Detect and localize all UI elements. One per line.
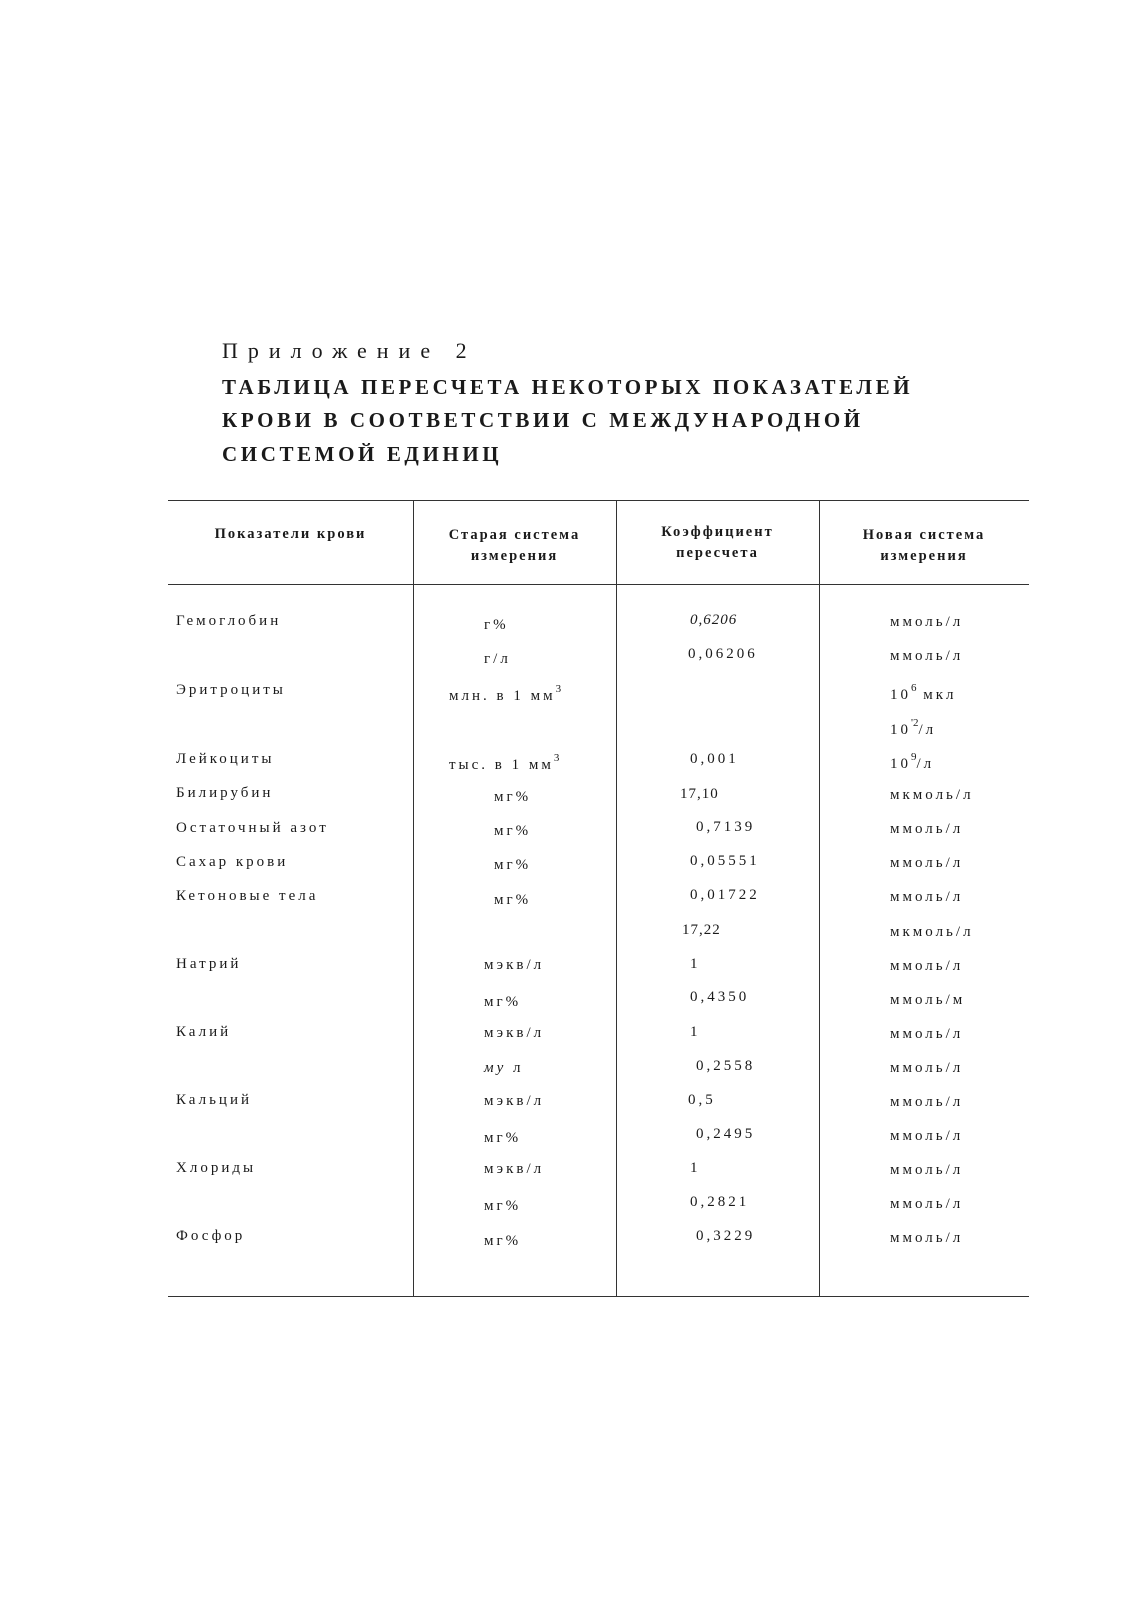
- new-unit-cell: ммоль/л: [890, 1026, 964, 1042]
- new-unit-cell: ммоль/л: [890, 855, 964, 871]
- row-name: Остаточный азот: [176, 820, 329, 836]
- new-unit-cell: ммоль/л: [890, 958, 964, 974]
- coefficient-cell: 17,22: [682, 922, 721, 938]
- new-unit-cell: ммоль/л: [890, 1128, 964, 1144]
- table-title-line-1: ТАБЛИЦА ПЕРЕСЧЕТА НЕКОТОРЫХ ПОКАЗАТЕЛЕЙ: [222, 375, 914, 399]
- old-unit-cell: мг%: [494, 857, 532, 873]
- new-unit-cell: мкмоль/л: [890, 787, 974, 803]
- row-name: Сахар крови: [176, 854, 289, 870]
- table-bottom-rule: [168, 1296, 1029, 1297]
- new-unit-cell: ммоль/л: [890, 1094, 964, 1110]
- column-divider-2: [616, 500, 617, 1296]
- old-unit-cell: мг%: [494, 789, 532, 805]
- new-unit-cell: $10^9/л$: [890, 751, 935, 772]
- coefficient-cell: 0,05551: [690, 853, 760, 869]
- coefficient-cell: 0,2558: [696, 1058, 756, 1074]
- old-unit-cell: му л: [484, 1060, 524, 1076]
- coefficient-cell: 0,01722: [690, 887, 760, 903]
- table-top-rule: [168, 500, 1029, 501]
- appendix-label: Приложение 2: [222, 338, 477, 363]
- old-unit-cell: тыс. в 1 $мм^3$: [449, 752, 560, 773]
- coefficient-cell: 1: [690, 1024, 701, 1040]
- old-unit-cell: мэкв/л: [484, 1025, 545, 1041]
- old-unit-cell: мг%: [484, 1130, 522, 1146]
- new-unit-cell: ммоль/л: [890, 1060, 964, 1076]
- row-name: Хлориды: [176, 1160, 257, 1176]
- row-name: Лейкоциты: [176, 751, 275, 767]
- new-unit-cell: ммоль/л: [890, 1162, 964, 1178]
- header-new-system: Новая система измерения: [862, 527, 986, 564]
- new-unit-cell: ммоль/л: [890, 1230, 964, 1246]
- coefficient-cell: 0,3229: [696, 1228, 756, 1244]
- new-unit-cell: ммоль/л: [890, 821, 964, 837]
- coefficient-cell: 0,4350: [690, 989, 750, 1005]
- coefficient-cell: 0,001: [690, 751, 739, 767]
- row-name: Натрий: [176, 956, 242, 972]
- row-name: Билирубин: [176, 785, 274, 801]
- coefficient-cell: 0,7139: [696, 819, 756, 835]
- row-name: Калий: [176, 1024, 232, 1040]
- old-unit-cell: мг%: [484, 994, 522, 1010]
- old-unit-cell: млн. в 1 $мм^3$: [449, 683, 562, 704]
- row-name: Эритроциты: [176, 682, 286, 698]
- old-unit-cell: мэкв/л: [484, 957, 545, 973]
- coefficient-cell: 0,2821: [690, 1194, 750, 1210]
- coefficient-cell: 1: [690, 1160, 701, 1176]
- new-unit-cell: мкмоль/л: [890, 924, 974, 940]
- header-bottom-rule: [168, 584, 1029, 585]
- table-title-line-3: СИСТЕМОЙ ЕДИНИЦ: [222, 442, 503, 466]
- new-unit-cell: ммоль/л: [890, 648, 964, 664]
- old-unit-cell: мэкв/л: [484, 1093, 545, 1109]
- new-unit-cell: ммоль/л: [890, 614, 964, 630]
- old-unit-cell: мг%: [494, 823, 532, 839]
- new-unit-cell: ммоль/м: [890, 992, 966, 1008]
- old-unit-cell: г%: [484, 617, 509, 633]
- row-name: Фосфор: [176, 1228, 246, 1244]
- old-unit-cell: мг%: [484, 1233, 522, 1249]
- coefficient-cell: 0,5: [688, 1092, 716, 1108]
- new-unit-cell: ммоль/л: [890, 889, 964, 905]
- row-name: Кальций: [176, 1092, 253, 1108]
- column-divider-1: [413, 500, 414, 1296]
- column-divider-3: [819, 500, 820, 1296]
- coefficient-cell: 0,6206: [690, 612, 738, 628]
- coefficient-cell: 17,10: [680, 786, 719, 802]
- old-unit-cell: г/л: [484, 651, 511, 667]
- table-title-line-2: КРОВИ В СООТВЕТСТВИИ С МЕЖДУНАРОДНОЙ: [222, 408, 864, 432]
- header-indicators: Показатели крови: [214, 526, 367, 542]
- header-old-system: Старая система измерения: [448, 527, 581, 564]
- header-coefficient: Коэффициент пересчета: [661, 524, 774, 561]
- new-unit-cell: $10^{'2}/л$: [890, 717, 937, 738]
- coefficient-cell: 0,2495: [696, 1126, 756, 1142]
- old-unit-cell: мг%: [494, 892, 532, 908]
- old-unit-cell: мг%: [484, 1198, 522, 1214]
- row-name: Гемоглобин: [176, 613, 282, 629]
- coefficient-cell: 0,06206: [688, 646, 758, 662]
- new-unit-cell: $10^6$ мкл: [890, 682, 957, 703]
- new-unit-cell: ммоль/л: [890, 1196, 964, 1212]
- old-unit-cell: мэкв/л: [484, 1161, 545, 1177]
- coefficient-cell: 1: [690, 956, 701, 972]
- row-name: Кетоновые тела: [176, 888, 319, 904]
